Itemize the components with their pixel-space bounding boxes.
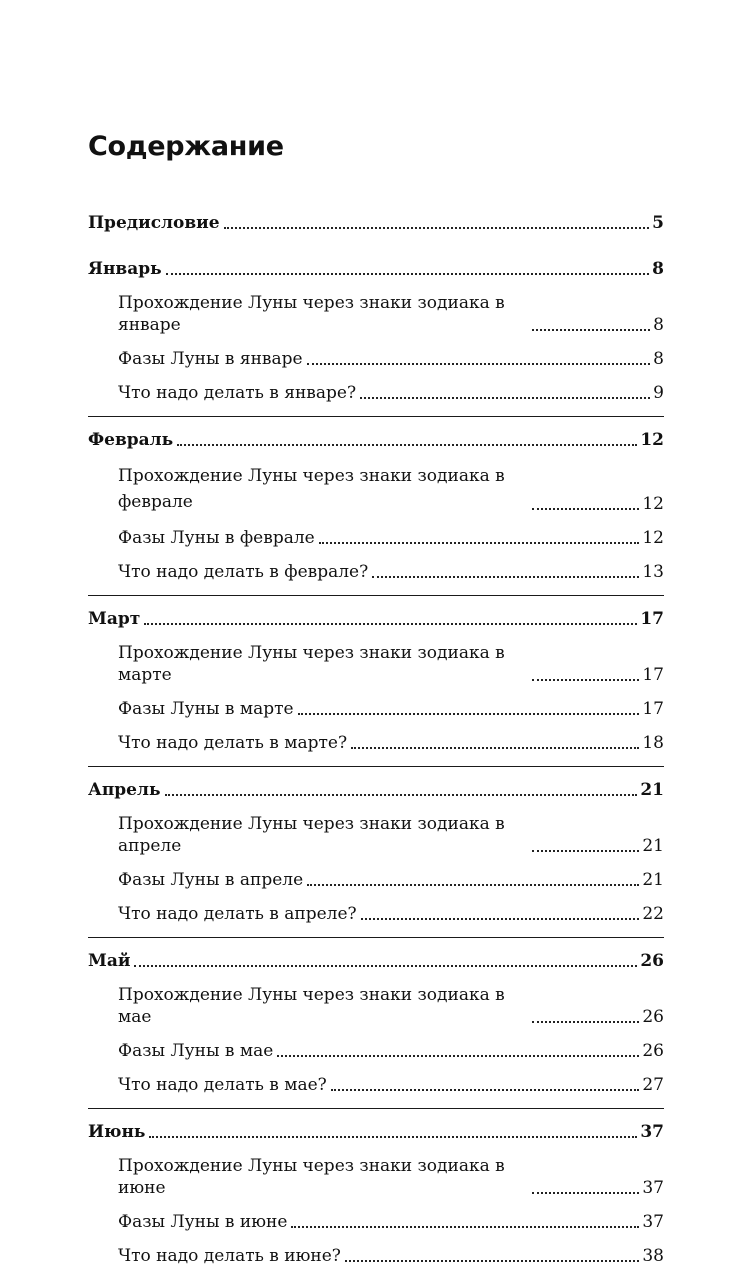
toc-section-preface: [88, 212, 664, 246]
dot-leader: [532, 508, 639, 510]
toc-entry-subitem[interactable]: [88, 1155, 664, 1199]
toc-entry-label: Фазы Луны в апреле: [118, 870, 304, 890]
toc-entry-page: 17: [642, 665, 664, 685]
toc-entry-label: Что надо делать в мае?: [118, 1075, 327, 1095]
toc-entry-subitem[interactable]: [88, 698, 664, 720]
toc-entry-label: Июнь: [88, 1122, 146, 1142]
toc-section-april: [88, 779, 664, 938]
dot-leader: [372, 576, 639, 578]
toc-entry-page: 37: [642, 1212, 664, 1232]
dot-leader: [360, 397, 650, 399]
toc-section-february: [88, 429, 664, 596]
dot-leader: [298, 713, 640, 715]
dot-leader: [291, 1226, 639, 1228]
toc-entry-label: Прохождение Луны через знаки зодиака в апреле: [118, 814, 511, 856]
toc-entry-label: Что надо делать в июне?: [118, 1246, 341, 1266]
toc-entry-subitem[interactable]: [88, 813, 664, 857]
toc-entry-label: Прохождение Луны через знаки зодиака в июне: [118, 1156, 511, 1198]
dot-leader: [532, 329, 650, 331]
toc-entry-page: 37: [642, 1178, 664, 1198]
toc-entry-page: 18: [642, 733, 664, 753]
toc-entry-subitem[interactable]: [88, 903, 664, 925]
toc-entry-label: Предисловие: [88, 213, 220, 233]
toc-entry-label: Прохождение Луны через знаки зодиака в январе: [118, 293, 511, 335]
dot-leader: [177, 444, 637, 446]
toc-entry-subitem[interactable]: [88, 1040, 664, 1062]
toc-entry-label: Что надо делать в феврале?: [118, 562, 369, 582]
dot-leader: [149, 1136, 637, 1138]
toc-section-january: [88, 258, 664, 417]
dot-leader: [532, 850, 639, 852]
toc-entry-label: Прохождение Луны через знаки зодиака в мае: [118, 985, 511, 1027]
toc-section-june: [88, 1121, 664, 1267]
dot-leader: [532, 679, 639, 681]
toc-entry-heading[interactable]: [88, 212, 664, 234]
toc-entry-label: Март: [88, 609, 141, 629]
toc-entry-subitem[interactable]: [88, 869, 664, 891]
toc-entry-page: 26: [642, 1041, 664, 1061]
dot-leader: [134, 965, 637, 967]
toc-entry-page: 21: [640, 780, 664, 800]
toc-entry-heading[interactable]: [88, 608, 664, 630]
toc-entry-page: 26: [640, 951, 664, 971]
dot-leader: [165, 794, 638, 796]
toc-entry-heading[interactable]: [88, 1121, 664, 1143]
toc-entry-label: Январь: [88, 259, 162, 279]
toc-entry-label: Что надо делать в апреле?: [118, 904, 357, 924]
toc-entry-label: Май: [88, 951, 131, 971]
toc-entry-label: Апрель: [88, 780, 161, 800]
dot-leader: [307, 884, 639, 886]
toc-entry-page: 13: [642, 562, 664, 582]
toc-section-may: [88, 950, 664, 1109]
toc-entry-subitem[interactable]: [88, 1211, 664, 1233]
toc-entry-label: Прохождение Луны через знаки зодиака в феврале: [118, 466, 511, 512]
toc-entry-label: Фазы Луны в марте: [118, 699, 294, 719]
toc-entry-page: 5: [652, 213, 664, 233]
toc-entry-subitem[interactable]: [88, 984, 664, 1028]
toc-entry-page: 8: [653, 349, 664, 369]
toc-entry-page: 21: [642, 836, 664, 856]
toc-entry-subitem[interactable]: [88, 292, 664, 336]
toc-entry-page: 8: [652, 259, 664, 279]
toc-entry-label: Фазы Луны в мае: [118, 1041, 274, 1061]
toc-entry-label: Фазы Луны в январе: [118, 349, 303, 369]
toc-entry-label: Фазы Луны в феврале: [118, 528, 315, 548]
toc-entry-heading[interactable]: [88, 258, 664, 280]
dot-leader: [331, 1089, 640, 1091]
toc-entry-subitem[interactable]: [88, 527, 664, 549]
dot-leader: [224, 227, 650, 229]
toc-entry-subitem[interactable]: [88, 382, 664, 404]
toc-entry-page: 27: [642, 1075, 664, 1095]
toc-entry-label: Февраль: [88, 430, 174, 450]
toc-entry-subitem[interactable]: [88, 1074, 664, 1096]
toc-entry-page: 12: [640, 430, 664, 450]
dot-leader: [532, 1192, 639, 1194]
toc-entry-page: 17: [640, 609, 664, 629]
toc-entry-page: 21: [642, 870, 664, 890]
dot-leader: [144, 623, 637, 625]
dot-leader: [307, 363, 651, 365]
toc-entry-subitem[interactable]: [88, 463, 664, 515]
dot-leader: [351, 747, 639, 749]
toc-entry-page: 9: [653, 383, 664, 403]
toc-entry-page: 8: [653, 315, 664, 335]
toc-entry-heading[interactable]: [88, 779, 664, 801]
dot-leader: [166, 273, 649, 275]
page-title: Содержание: [88, 131, 284, 162]
toc-entry-label: Фазы Луны в июне: [118, 1212, 288, 1232]
toc-entry-page: 38: [642, 1246, 664, 1266]
toc-entry-page: 12: [642, 528, 664, 548]
toc-entry-page: 17: [642, 699, 664, 719]
toc-entry-heading[interactable]: [88, 950, 664, 972]
toc-entry-label: Прохождение Луны через знаки зодиака в марте: [118, 643, 511, 685]
toc-entry-page: 12: [642, 494, 664, 514]
dot-leader: [345, 1260, 639, 1262]
table-of-contents: [88, 200, 664, 1267]
toc-entry-label: Что надо делать в январе?: [118, 383, 357, 403]
toc-entry-subitem[interactable]: [88, 348, 664, 370]
toc-entry-page: 22: [642, 904, 664, 924]
toc-section-march: [88, 608, 664, 767]
dot-leader: [277, 1055, 639, 1057]
dot-leader: [532, 1021, 639, 1023]
dot-leader: [319, 542, 640, 544]
toc-entry-label: Что надо делать в марте?: [118, 733, 348, 753]
toc-entry-page: 26: [642, 1007, 664, 1027]
toc-entry-subitem[interactable]: [88, 561, 664, 583]
toc-entry-subitem[interactable]: [88, 1245, 664, 1267]
dot-leader: [361, 918, 640, 920]
toc-entry-subitem[interactable]: [88, 642, 664, 686]
toc-entry-heading[interactable]: [88, 429, 664, 451]
toc-entry-subitem[interactable]: [88, 732, 664, 754]
toc-entry-page: 37: [640, 1122, 664, 1142]
